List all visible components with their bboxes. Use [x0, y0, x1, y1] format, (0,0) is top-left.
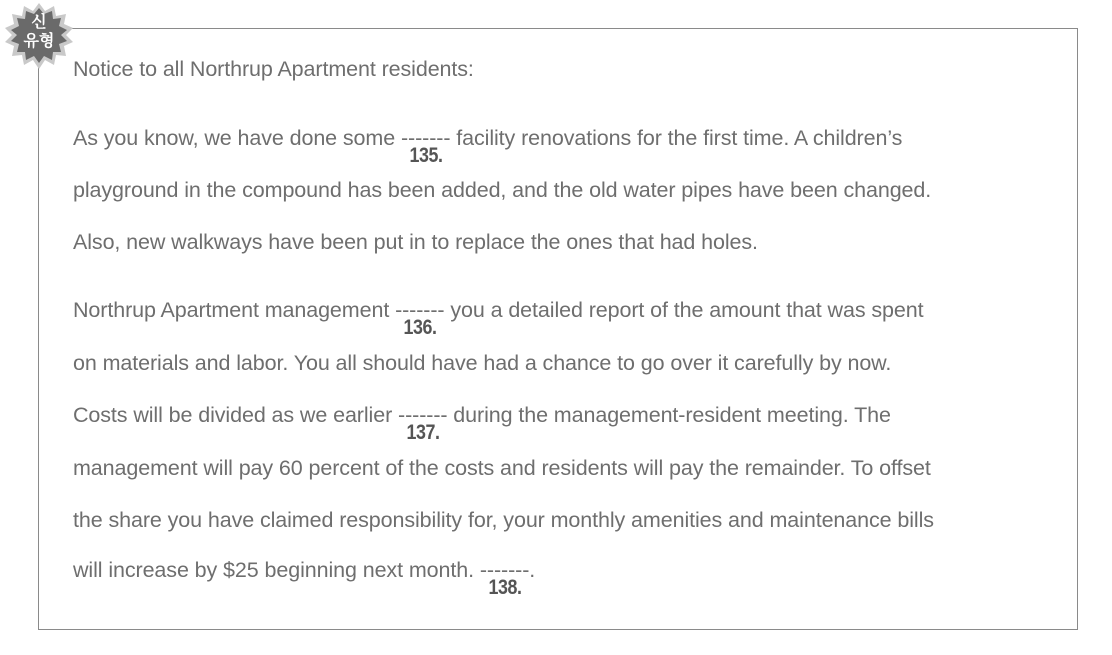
paragraph-2-line-5: the share you have claimed responsibility for, your monthly amenities and maintenance bills [73, 508, 934, 532]
badge-label-bottom: 유형 [23, 31, 55, 50]
paragraph-2-line-3 [73, 403, 891, 444]
text-segment: during the management-resident meeting. The [447, 403, 891, 427]
new-type-badge [4, 2, 74, 70]
blank-138[interactable] [479, 558, 530, 599]
greeting-line: Notice to all Northrup Apartment residents: [73, 57, 474, 81]
text-segment: you a detailed report of the amount that was spent [444, 298, 924, 322]
blank-135[interactable] [400, 126, 451, 167]
blank-marker: ------- [479, 558, 530, 582]
paragraph-1-line-2: playground in the compound has been added, and the old water pipes have been changed. [73, 178, 932, 202]
blank-137[interactable] [398, 403, 448, 444]
question-number-138: 138. [488, 576, 522, 599]
paragraph-2-line-1 [73, 298, 924, 339]
text-segment: . [529, 558, 536, 582]
text-segment: Costs will be divided as we earlier [73, 403, 399, 427]
text-segment: facility renovations for the first time. A children’s [450, 126, 903, 150]
question-number-135: 135. [409, 144, 443, 167]
blank-marker: ------- [395, 298, 445, 322]
blank-marker: ------- [398, 403, 448, 427]
paragraph-1-line-3: Also, new walkways have been put in to replace the ones that had holes. [73, 230, 758, 254]
blank-136[interactable] [395, 298, 445, 339]
paragraph-2-line-2: on materials and labor. You all should have had a chance to go over it carefully by now. [73, 351, 892, 375]
paragraph-1-line-1 [73, 126, 903, 167]
question-number-137: 137. [406, 421, 440, 444]
paragraph-2-line-4: management will pay 60 percent of the costs and residents will pay the remainder. To offset [73, 456, 931, 480]
paragraph-2-line-6 [73, 558, 536, 599]
notice-frame [38, 28, 1078, 630]
badge-label-top: 신 [31, 12, 47, 31]
text-segment: will increase by $25 beginning next month. [73, 558, 480, 582]
blank-marker: ------- [400, 126, 451, 150]
question-number-136: 136. [403, 316, 437, 339]
text-segment: As you know, we have done some [73, 126, 401, 150]
text-segment: Northrup Apartment management [73, 298, 396, 322]
